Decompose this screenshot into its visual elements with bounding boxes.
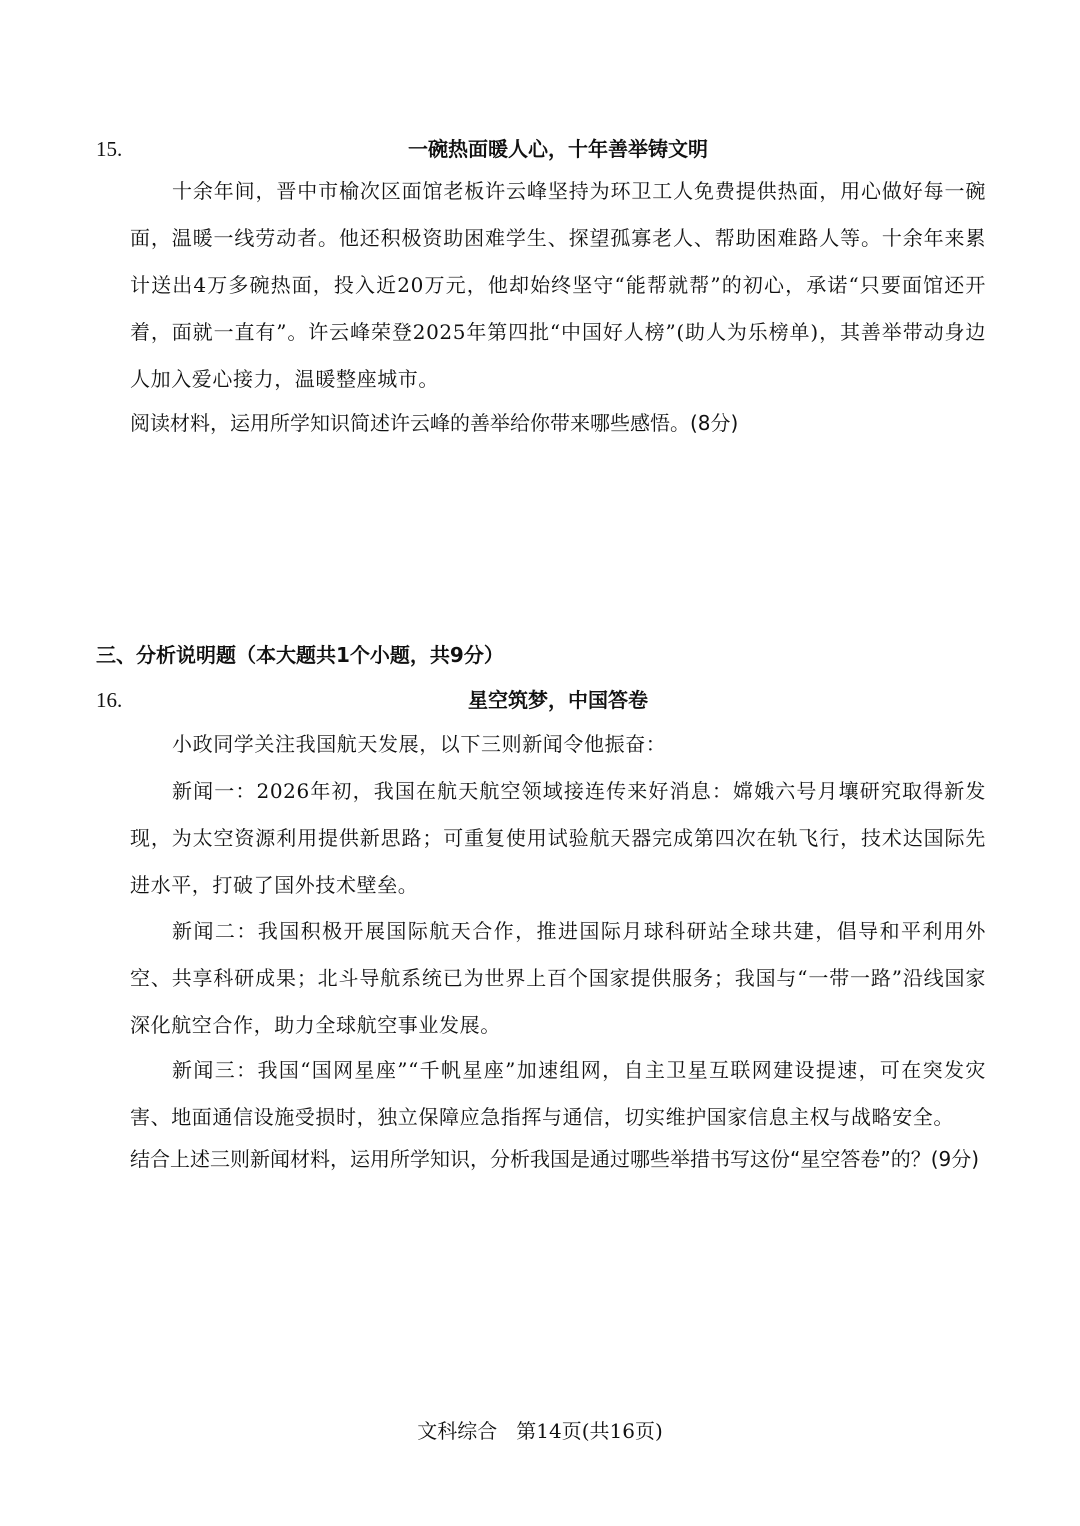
page-footer bbox=[0, 1418, 1080, 1444]
question-16-news-3: 新闻三：我国“国网星座”“千帆星座”加速组网，自主卫星互联网建设提速，可在突发灾害、地面通信设施受损时，独立保障应急指挥与通信，切实维护国家信息主权与战略安全。 bbox=[130, 1058, 986, 1129]
section-3-heading: 三、分析说明题（本大题共1个小题，共9分） bbox=[96, 643, 504, 667]
question-15-title: 一碗热面暖人心，十年善举铸文明 bbox=[408, 137, 708, 161]
question-16-news-1: 新闻一：2026年初，我国在航天航空领域接连传来好消息：嫦娥六号月壤研究取得新发现，为太空资源利用提供新思路；可重复使用试验航天器完成第四次在轨飞行，技术达国际先进水平，打破了国外技术壁垒。 bbox=[130, 779, 986, 897]
question-15-prompt: 阅读材料，运用所学知识简述许云峰的善举给你带来哪些感悟。(8分) bbox=[130, 411, 739, 435]
footer-subject: 文科综合 bbox=[417, 1419, 498, 1443]
question-16-intro: 小政同学关注我国航天发展，以下三则新闻令他振奋： bbox=[172, 732, 667, 756]
question-16-number: 16. bbox=[96, 688, 123, 712]
question-15-material: 十余年间，晋中市榆次区面馆老板许云峰坚持为环卫工人免费提供热面，用心做好每一碗面，温暖一线劳动者。他还积极资助困难学生、探望孤寡老人、帮助困难路人等。十余年来累计送出4万多碗热面，投入近20万元，他却始终坚守“能帮就帮”的初心，承诺“只要面馆还开着，面就一直有”。许云峰荣登2025年第四批“中国好人榜”(助人为乐榜单)，其善举带动身边人加入爱心接力，温暖整座城市。 bbox=[130, 179, 986, 391]
question-16-prompt: 结合上述三则新闻材料，运用所学知识，分析我国是通过哪些举措书写这份“星空答卷”的？(9分) bbox=[130, 1147, 980, 1171]
question-16-title: 星空筑梦，中国答卷 bbox=[468, 688, 648, 712]
footer-page-number: 第14页(共16页) bbox=[516, 1419, 663, 1443]
question-16-news-2: 新闻二：我国积极开展国际航天合作，推进国际月球科研站全球共建，倡导和平利用外空、共享科研成果；北斗导航系统已为世界上百个国家提供服务；我国与“一带一路”沿线国家深化航空合作，助力全球航空事业发展。 bbox=[130, 919, 986, 1037]
question-15-number: 15. bbox=[96, 137, 123, 161]
